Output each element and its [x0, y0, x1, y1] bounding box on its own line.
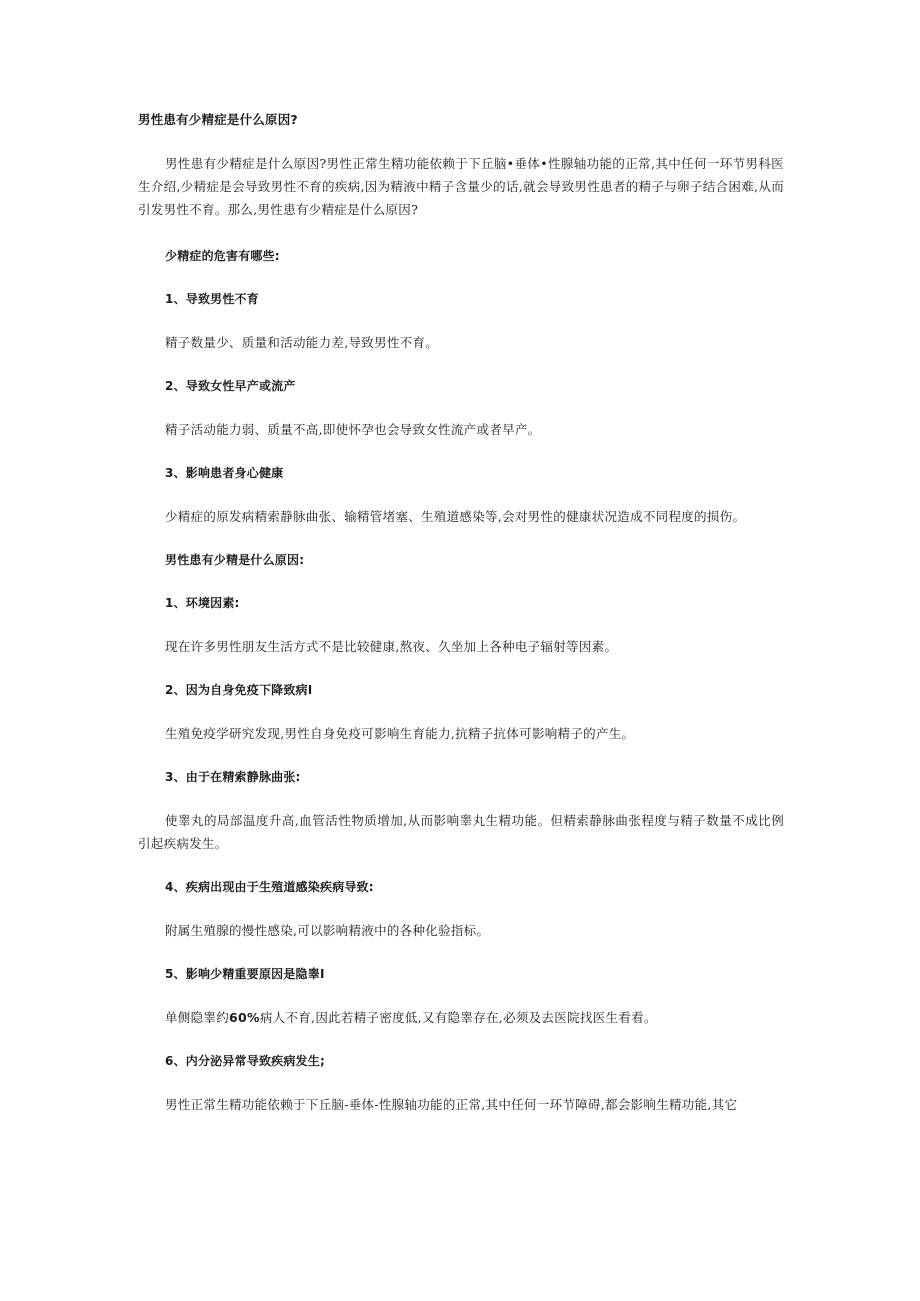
cause-5-heading: 5、影响少精重要原因是隐睾I: [165, 967, 325, 981]
cause-3-text: 使睾丸的局部温度升高,血管活性物质增加,从而影响睾丸生精功能。但精索静脉曲张程度与精子数量不成比例引起疾病发生。: [138, 813, 784, 851]
harm-3-heading: 3、影响患者身心健康: [165, 466, 284, 480]
intro-paragraph: 男性患有少精症是什么原因?男性正常生精功能依赖于下丘脑•垂体•性腺轴功能的正常,其中任何一环节男科医生介绍,少精症是会导致男性不育的疾病,因为精液中精子含量少的话,就会导致男性患者的精子与卵子结合困难,从而引发男性不育。那么,男性患有少精症是什么原因?: [138, 156, 784, 217]
cause-6-text: 男性正常生精功能依赖于下丘脑-垂体-性腺轴功能的正常,其中任何一环节障碍,都会影响生精功能,其它: [165, 1097, 738, 1112]
cause-1-text: 现在许多男性朋友生活方式不是比较健康,熬夜、久坐加上各种电子辐射等因素。: [165, 639, 618, 654]
document-page: [138, 110, 784, 1137]
cause-2-heading: 2、因为自身免疫下降致病I: [165, 683, 313, 697]
cause-5-percentage: 60%: [229, 1010, 260, 1025]
cause-2-text: 生殖免疫学研究发现,男性自身免疫可影响生育能力,抗精子抗体可影响精子的产生。: [165, 726, 635, 741]
cause-4-heading: 4、疾病出现由于生殖道感染疾病导致:: [165, 880, 374, 894]
harm-1-text: 精子数量少、质量和活动能力差,导致男性不育。: [165, 335, 439, 350]
cause-3-heading: 3、由于在精索静脉曲张:: [165, 770, 301, 784]
harm-2-heading: 2、导致女性早产或流产: [165, 379, 296, 393]
harm-3-text: 少精症的原发病精索静脉曲张、输精管堵塞、生殖道感染等,会对男性的健康状况造成不同程度的损伤。: [165, 509, 746, 524]
harm-section-heading: 少精症的危害有哪些:: [165, 249, 280, 263]
cause-4-text: 附属生殖腺的慢性感染,可以影响精液中的各种化验指标。: [165, 923, 490, 938]
cause-5-text: [138, 1006, 784, 1029]
cause-section-heading: 男性患有少精是什么原因:: [165, 553, 305, 567]
harm-1-heading: 1、导致男性不育: [165, 292, 259, 306]
harm-2-text: 精子活动能力弱、质量不高,即使怀孕也会导致女性流产或者早产。: [165, 422, 541, 437]
cause-5-text-after: 病人不育,因此若精子密度低,又有隐睾存在,必须及去医院找医生看看。: [259, 1010, 657, 1025]
document-title: 男性患有少精症是什么原因?: [138, 112, 298, 127]
cause-1-heading: 1、环境因素:: [165, 596, 240, 610]
cause-6-heading: 6、内分泌异常导致疾病发生;: [165, 1054, 325, 1068]
cause-5-text-before: 单侧隐睾约: [165, 1010, 230, 1025]
